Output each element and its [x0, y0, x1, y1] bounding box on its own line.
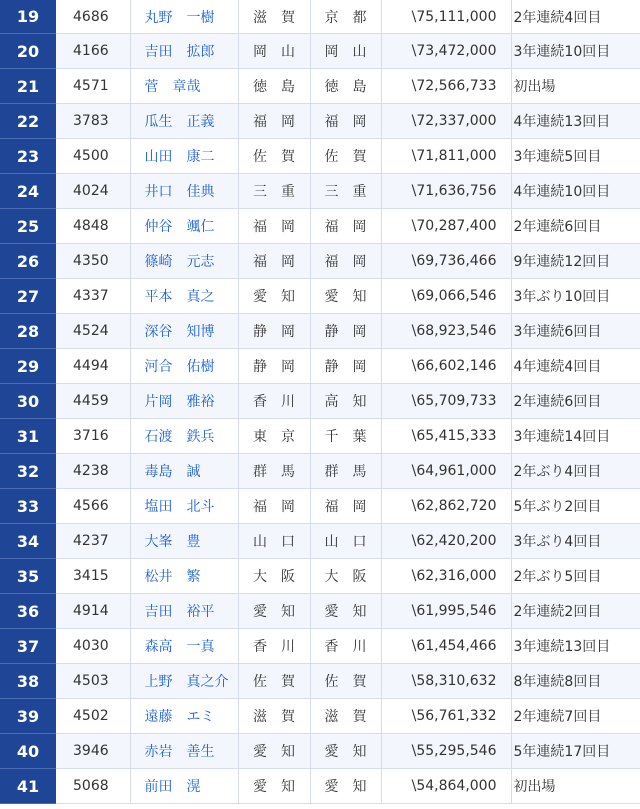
rank-number-cell: 41 [0, 769, 56, 804]
rank-number-cell: 31 [0, 419, 56, 454]
birthplace-cell: 滋 賀 [310, 699, 381, 734]
racer-number-cell: 5068 [56, 769, 130, 804]
appearance-note-cell: 初出場 [511, 769, 640, 804]
racer-name-link-cell [130, 384, 238, 419]
racer-number-cell: 4494 [56, 349, 130, 384]
racer-name-link-cell [130, 314, 238, 349]
prize-money-cell: \62,420,200 [381, 524, 511, 559]
branch-cell: 佐 賀 [238, 139, 310, 174]
table-row [0, 734, 640, 769]
table-row [0, 419, 640, 454]
prize-money-cell: \70,287,400 [381, 209, 511, 244]
branch-cell: 香 川 [238, 629, 310, 664]
racer-name-link[interactable]: 河合 佑樹 [144, 359, 215, 375]
prize-money-cell: \61,454,466 [381, 629, 511, 664]
table-row [0, 34, 640, 69]
appearance-note-cell: 8年連続8回目 [511, 664, 640, 699]
prize-money-cell: \71,636,756 [381, 174, 511, 209]
table-row [0, 524, 640, 559]
table-row [0, 69, 640, 104]
table-row [0, 699, 640, 734]
birthplace-cell: 佐 賀 [310, 664, 381, 699]
appearance-note-cell: 3年連続14回目 [511, 419, 640, 454]
racer-number-cell: 4238 [56, 454, 130, 489]
prize-money-cell: \55,295,546 [381, 734, 511, 769]
rank-number-cell: 29 [0, 349, 56, 384]
racer-number-cell: 4500 [56, 139, 130, 174]
prize-money-cell: \62,316,000 [381, 559, 511, 594]
racer-number-cell: 3415 [56, 559, 130, 594]
appearance-note-cell: 5年ぶり2回目 [511, 489, 640, 524]
birthplace-cell: 千 葉 [310, 419, 381, 454]
rank-number-cell: 25 [0, 209, 56, 244]
rank-number-cell: 27 [0, 279, 56, 314]
prize-money-cell: \69,736,466 [381, 244, 511, 279]
prize-money-cell: \62,862,720 [381, 489, 511, 524]
table-row [0, 629, 640, 664]
racer-name-link-cell [130, 244, 238, 279]
rank-number-cell: 26 [0, 244, 56, 279]
racer-name-link-cell [130, 174, 238, 209]
appearance-note-cell: 3年連続10回目 [511, 34, 640, 69]
birthplace-cell: 佐 賀 [310, 139, 381, 174]
branch-cell: 福 岡 [238, 104, 310, 139]
birthplace-cell: 静 岡 [310, 314, 381, 349]
branch-cell: 福 岡 [238, 489, 310, 524]
birthplace-cell: 福 岡 [310, 489, 381, 524]
racer-name-link[interactable]: 塩田 北斗 [144, 499, 215, 515]
racer-name-link[interactable]: 石渡 鉄兵 [144, 429, 215, 445]
appearance-note-cell: 4年連続13回目 [511, 104, 640, 139]
racer-name-link[interactable]: 山田 康二 [144, 149, 215, 165]
birthplace-cell: 静 岡 [310, 349, 381, 384]
racer-name-link[interactable]: 森高 一真 [144, 639, 215, 655]
table-row [0, 104, 640, 139]
table-row [0, 314, 640, 349]
racer-number-cell: 4571 [56, 69, 130, 104]
racer-name-link-cell [130, 629, 238, 664]
birthplace-cell: 愛 知 [310, 594, 381, 629]
racer-number-cell: 4030 [56, 629, 130, 664]
rank-number-cell: 36 [0, 594, 56, 629]
racer-number-cell: 4337 [56, 279, 130, 314]
prize-money-cell: \71,811,000 [381, 139, 511, 174]
racer-name-link[interactable]: 平本 真之 [144, 289, 215, 305]
appearance-note-cell: 3年連続5回目 [511, 139, 640, 174]
racer-name-link-cell [130, 454, 238, 489]
table-row [0, 769, 640, 804]
racer-name-link-cell [130, 524, 238, 559]
rank-number-cell: 19 [0, 0, 56, 34]
appearance-note-cell: 2年連続6回目 [511, 209, 640, 244]
racer-name-link-cell [130, 419, 238, 454]
birthplace-cell: 岡 山 [310, 34, 381, 69]
prize-money-cell: \68,923,546 [381, 314, 511, 349]
racer-number-cell: 4566 [56, 489, 130, 524]
branch-cell: 香 川 [238, 384, 310, 419]
rank-number-cell: 22 [0, 104, 56, 139]
table-row [0, 139, 640, 174]
birthplace-cell: 徳 島 [310, 69, 381, 104]
prize-money-cell: \73,472,000 [381, 34, 511, 69]
rank-number-cell: 30 [0, 384, 56, 419]
racer-name-link-cell [130, 699, 238, 734]
branch-cell: 群 馬 [238, 454, 310, 489]
racer-number-cell: 4024 [56, 174, 130, 209]
branch-cell: 東 京 [238, 419, 310, 454]
racer-number-cell: 3946 [56, 734, 130, 769]
branch-cell: 大 阪 [238, 559, 310, 594]
racer-number-cell: 4503 [56, 664, 130, 699]
table-row [0, 489, 640, 524]
table-row [0, 594, 640, 629]
prize-money-cell: \72,566,733 [381, 69, 511, 104]
branch-cell: 愛 知 [238, 769, 310, 804]
prize-money-cell: \54,864,000 [381, 769, 511, 804]
racer-name-link[interactable]: 丸野 一樹 [144, 9, 215, 26]
rank-number-cell: 40 [0, 734, 56, 769]
rank-number-cell: 24 [0, 174, 56, 209]
prize-money-cell: \64,961,000 [381, 454, 511, 489]
racer-name-link-cell [130, 279, 238, 314]
racer-name-link[interactable]: 上野 真之介 [144, 674, 229, 690]
racer-number-cell: 4686 [56, 0, 130, 34]
racer-number-cell: 3716 [56, 419, 130, 454]
table-row [0, 209, 640, 244]
prize-money-cell: \56,761,332 [381, 699, 511, 734]
branch-cell: 愛 知 [238, 594, 310, 629]
prize-money-cell: \61,995,546 [381, 594, 511, 629]
table-row [0, 174, 640, 209]
birthplace-cell: 高 知 [310, 384, 381, 419]
racer-name-link-cell [130, 139, 238, 174]
racer-name-link-cell [130, 0, 238, 34]
racer-name-link[interactable]: 仲谷 颯仁 [144, 219, 215, 235]
racer-name-link-cell [130, 489, 238, 524]
table-row [0, 279, 640, 314]
birthplace-cell: 香 川 [310, 629, 381, 664]
table-row [0, 664, 640, 699]
racer-name-link[interactable]: 吉田 拡郎 [144, 44, 215, 60]
rank-number-cell: 34 [0, 524, 56, 559]
racer-number-cell: 4524 [56, 314, 130, 349]
rank-number-cell: 21 [0, 69, 56, 104]
appearance-note-cell: 4年連続10回目 [511, 174, 640, 209]
racer-name-link[interactable]: 毒島 誠 [144, 464, 201, 480]
racer-number-cell: 4914 [56, 594, 130, 629]
prize-money-cell: \58,310,632 [381, 664, 511, 699]
table-row [0, 559, 640, 594]
birthplace-cell: 福 岡 [310, 209, 381, 244]
racer-name-link-cell [130, 559, 238, 594]
prize-money-cell: \69,066,546 [381, 279, 511, 314]
birthplace-cell: 大 阪 [310, 559, 381, 594]
racer-number-cell: 4166 [56, 34, 130, 69]
racer-name-link[interactable]: 吉田 裕平 [144, 604, 215, 620]
racer-name-link[interactable]: 松井 繁 [144, 569, 201, 585]
appearance-note-cell: 2年連続7回目 [511, 699, 640, 734]
rank-number-cell: 35 [0, 559, 56, 594]
racer-number-cell: 4350 [56, 244, 130, 279]
table-row [0, 349, 640, 384]
branch-cell: 山 口 [238, 524, 310, 559]
appearance-note-cell: 9年連続12回目 [511, 244, 640, 279]
racer-number-cell: 3783 [56, 104, 130, 139]
racer-name-link[interactable]: 菅 章哉 [144, 79, 201, 95]
prize-money-cell: \65,415,333 [381, 419, 511, 454]
appearance-note-cell: 2年連続2回目 [511, 594, 640, 629]
racer-name-link[interactable]: 瓜生 正義 [144, 114, 215, 130]
branch-cell: 岡 山 [238, 34, 310, 69]
racer-number-cell: 4237 [56, 524, 130, 559]
racer-name-link[interactable]: 篠崎 元志 [144, 254, 215, 270]
racer-name-link[interactable]: 大峯 豊 [144, 534, 201, 550]
branch-cell: 静 岡 [238, 349, 310, 384]
birthplace-cell: 愛 知 [310, 769, 381, 804]
rank-number-cell: 37 [0, 629, 56, 664]
appearance-note-cell: 2年連続6回目 [511, 384, 640, 419]
racer-name-link[interactable]: 深谷 知博 [144, 324, 215, 340]
birthplace-cell: 愛 知 [310, 279, 381, 314]
rank-number-cell: 28 [0, 314, 56, 349]
racer-name-link[interactable]: 前田 滉 [144, 779, 201, 795]
appearance-note-cell: 初出場 [511, 69, 640, 104]
birthplace-cell: 山 口 [310, 524, 381, 559]
rank-number-cell: 38 [0, 664, 56, 699]
racer-number-cell: 4848 [56, 209, 130, 244]
table-row [0, 384, 640, 419]
table-row [0, 0, 640, 34]
racer-name-link[interactable]: 井口 佳典 [144, 184, 215, 200]
racer-name-link-cell [130, 594, 238, 629]
appearance-note-cell: 2年ぶり5回目 [511, 559, 640, 594]
appearance-note-cell: 2年連続4回目 [511, 0, 640, 34]
racer-name-link[interactable]: 片岡 雅裕 [144, 394, 215, 410]
branch-cell: 愛 知 [238, 734, 310, 769]
appearance-note-cell: 4年連続4回目 [511, 349, 640, 384]
appearance-note-cell: 5年連続17回目 [511, 734, 640, 769]
birthplace-cell: 福 岡 [310, 104, 381, 139]
branch-cell: 愛 知 [238, 279, 310, 314]
birthplace-cell: 京 都 [310, 0, 381, 34]
prize-money-cell: \72,337,000 [381, 104, 511, 139]
racer-name-link-cell [130, 769, 238, 804]
racer-name-link-cell [130, 104, 238, 139]
branch-cell: 滋 賀 [238, 699, 310, 734]
rank-number-cell: 20 [0, 34, 56, 69]
racer-name-link[interactable]: 赤岩 善生 [144, 744, 215, 760]
racer-number-cell: 4502 [56, 699, 130, 734]
racer-number-cell: 4459 [56, 384, 130, 419]
branch-cell: 佐 賀 [238, 664, 310, 699]
branch-cell: 三 重 [238, 174, 310, 209]
branch-cell: 福 岡 [238, 209, 310, 244]
appearance-note-cell: 3年連続6回目 [511, 314, 640, 349]
rank-number-cell: 32 [0, 454, 56, 489]
racer-name-link-cell [130, 209, 238, 244]
appearance-note-cell: 2年ぶり4回目 [511, 454, 640, 489]
rank-number-cell: 33 [0, 489, 56, 524]
branch-cell: 静 岡 [238, 314, 310, 349]
racer-name-link-cell [130, 349, 238, 384]
racer-name-link-cell [130, 664, 238, 699]
appearance-note-cell: 3年連続13回目 [511, 629, 640, 664]
racer-name-link[interactable]: 遠藤 エミ [144, 709, 215, 725]
table-row [0, 454, 640, 489]
racer-name-link-cell [130, 34, 238, 69]
table-row [0, 244, 640, 279]
appearance-note-cell: 3年ぶり4回目 [511, 524, 640, 559]
prize-money-cell: \66,602,146 [381, 349, 511, 384]
branch-cell: 滋 賀 [238, 0, 310, 34]
rank-number-cell: 39 [0, 699, 56, 734]
birthplace-cell: 愛 知 [310, 734, 381, 769]
branch-cell: 徳 島 [238, 69, 310, 104]
prize-money-cell: \75,111,000 [381, 0, 511, 34]
racer-name-link-cell [130, 69, 238, 104]
appearance-note-cell: 3年ぶり10回目 [511, 279, 640, 314]
racer-name-link-cell [130, 734, 238, 769]
birthplace-cell: 群 馬 [310, 454, 381, 489]
rank-number-cell: 23 [0, 139, 56, 174]
birthplace-cell: 三 重 [310, 174, 381, 209]
branch-cell: 福 岡 [238, 244, 310, 279]
prize-money-cell: \65,709,733 [381, 384, 511, 419]
birthplace-cell: 福 岡 [310, 244, 381, 279]
